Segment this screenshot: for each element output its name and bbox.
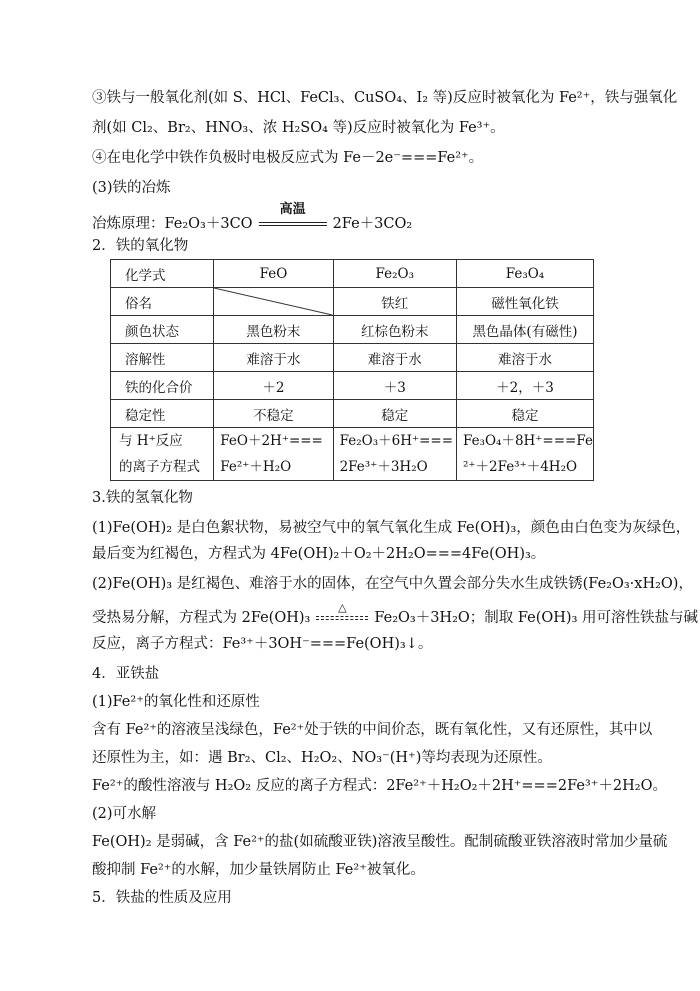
smelting-products: 2Fe＋3CO₂ [332, 216, 413, 232]
table-cell [456, 428, 593, 481]
hydroxide-2-line2 [92, 601, 699, 628]
hydroxide-1-line2: 最后变为红褐色，方程式为 4Fe(OH)₂＋O₂＋2H₂O===4Fe(OH)₃。 [92, 546, 546, 562]
ion-fe3o4-line2: ²⁺＋2Fe³⁺＋4H₂O [462, 459, 578, 475]
heading-smelting: (3)铁的冶炼 [92, 180, 171, 196]
redox-line1: 含有 Fe²⁺的溶液呈浅绿色，Fe²⁺处于铁的中间价态，既有氧化性，又有还原性，其中以 [92, 722, 653, 738]
table-cell: 溶解性 [111, 344, 214, 372]
ion-feo-line1: FeO＋2H⁺=== [220, 433, 323, 449]
table-cell: 难溶于水 [333, 344, 456, 372]
hydroxide-2-line3: 反应，离子方程式：Fe³⁺＋3OH⁻===Fe(OH)₃↓。 [92, 636, 433, 652]
decomp-products: Fe₂O₃＋3H₂O；制取 Fe(OH)₃ 用可溶性铁盐与碱 [374, 610, 699, 626]
table-cell: Fe₂O₃ [333, 260, 456, 288]
smelting-reactants: 冶炼原理：Fe₂O₃＋3CO [92, 216, 253, 232]
para-iron-oxidation-1: ③铁与一般氧化剂(如 S、HCl、FeCl₃、CuSO₄、I₂ 等)反应时被氧化为 Fe²⁺，铁与强氧化 [92, 90, 678, 106]
table-cell: 黑色晶体(有磁性) [456, 316, 593, 344]
para-electrochem: ④在电化学中铁作负极时电极反应式为 Fe－2e⁻===Fe²⁺。 [92, 150, 484, 166]
table-cell: 铁红 [333, 288, 456, 316]
heading-hydrolysis: (2)可水解 [92, 806, 157, 822]
heading-hydroxides: 3.铁的氢氧化物 [92, 490, 193, 506]
table-header-row [111, 260, 594, 288]
table-cell: 稳定 [456, 400, 593, 428]
table-cell: Fe₃O₄ [456, 260, 593, 288]
table-cell [214, 428, 333, 481]
table-row-ionic-equation [111, 428, 594, 481]
hydrolysis-line2: 酸抑制 Fe²⁺的水解，加少量铁屑防止 Fe²⁺被氧化。 [92, 862, 425, 878]
table-cell [333, 428, 456, 481]
table-cell: 难溶于水 [214, 344, 333, 372]
table-cell: ＋3 [333, 372, 456, 400]
table-row [111, 288, 594, 316]
hydroxide-2-line1: (2)Fe(OH)₃ 是红褐色、难溶于水的固体，在空气中久置会部分失水生成铁锈(Fe₂O₃·xH₂O)， [92, 576, 693, 592]
table-cell: 稳定性 [111, 400, 214, 428]
ion-fe2o3-line2: 2Fe³⁺＋3H₂O [339, 459, 428, 475]
table-row [111, 372, 594, 400]
h2o2-reaction: Fe²⁺的酸性溶液与 H₂O₂ 反应的离子方程式：2Fe²⁺＋H₂O₂＋2H⁺===2Fe³⁺＋2H₂O。 [92, 778, 667, 794]
table-cell: ＋2 [214, 372, 333, 400]
ion-fe3o4-line1: Fe₃O₄＋8H⁺===Fe [462, 433, 593, 449]
table-row [111, 344, 594, 372]
table-cell: 红棕色粉末 [333, 316, 456, 344]
ion-fe2o3-line1: Fe₂O₃＋6H⁺=== [339, 433, 454, 449]
hydrolysis-line1: Fe(OH)₂ 是弱碱，含 Fe²⁺的盐(如硫酸亚铁)溶液呈酸性。配制硫酸亚铁溶液时常加少量硫 [92, 834, 668, 850]
ion-label-line1: 与 H⁺反应 [119, 433, 183, 449]
smelting-equation [92, 202, 413, 234]
table-cell [111, 428, 214, 481]
table-cell: 磁性氧化铁 [456, 288, 593, 316]
table-cell: 颜色状态 [111, 316, 214, 344]
table-cell: 稳定 [333, 400, 456, 428]
redox-line2: 还原性为主，如：遇 Br₂、Cl₂、H₂O₂、NO₃⁻(H⁺)等均表现为还原性。 [92, 750, 552, 766]
diagonal-empty-cell [214, 288, 333, 316]
para-iron-oxidation-2: 剂(如 Cl₂、Br₂、HNO₃、浓 H₂SO₄ 等)反应时被氧化为 Fe³⁺。 [92, 120, 505, 136]
table-cell: 黑色粉末 [214, 316, 333, 344]
table-cell: 化学式 [111, 260, 214, 288]
table-row [111, 400, 594, 428]
iron-oxide-table [110, 259, 594, 481]
heat-symbol: △ [338, 601, 347, 614]
ion-feo-line2: Fe²⁺＋H₂O [220, 459, 292, 475]
high-temp-condition [257, 202, 329, 234]
table-cell: 难溶于水 [456, 344, 593, 372]
table-cell: ＋2，＋3 [456, 372, 593, 400]
heat-condition [314, 601, 370, 628]
condition-label: 高温 [279, 202, 306, 217]
decomp-reactant: 受热易分解，方程式为 2Fe(OH)₃ [92, 610, 311, 626]
heading-redox: (1)Fe²⁺的氧化性和还原性 [92, 694, 260, 710]
heading-ferric-salts: 5．铁盐的性质及应用 [92, 890, 232, 906]
heading-oxides: 2．铁的氧化物 [92, 238, 189, 254]
hydroxide-1-line1: (1)Fe(OH)₂ 是白色絮状物，易被空气中的氧气氧化生成 Fe(OH)₃，颜色由白色变为灰绿色， [92, 520, 691, 536]
ion-label-line2: 的离子方程式 [119, 459, 200, 475]
heading-ferrous-salts: 4．亚铁盐 [92, 666, 160, 682]
table-cell: 俗名 [111, 288, 214, 316]
table-row [111, 316, 594, 344]
table-cell: 不稳定 [214, 400, 333, 428]
table-cell: 铁的化合价 [111, 372, 214, 400]
table-cell: FeO [214, 260, 333, 288]
